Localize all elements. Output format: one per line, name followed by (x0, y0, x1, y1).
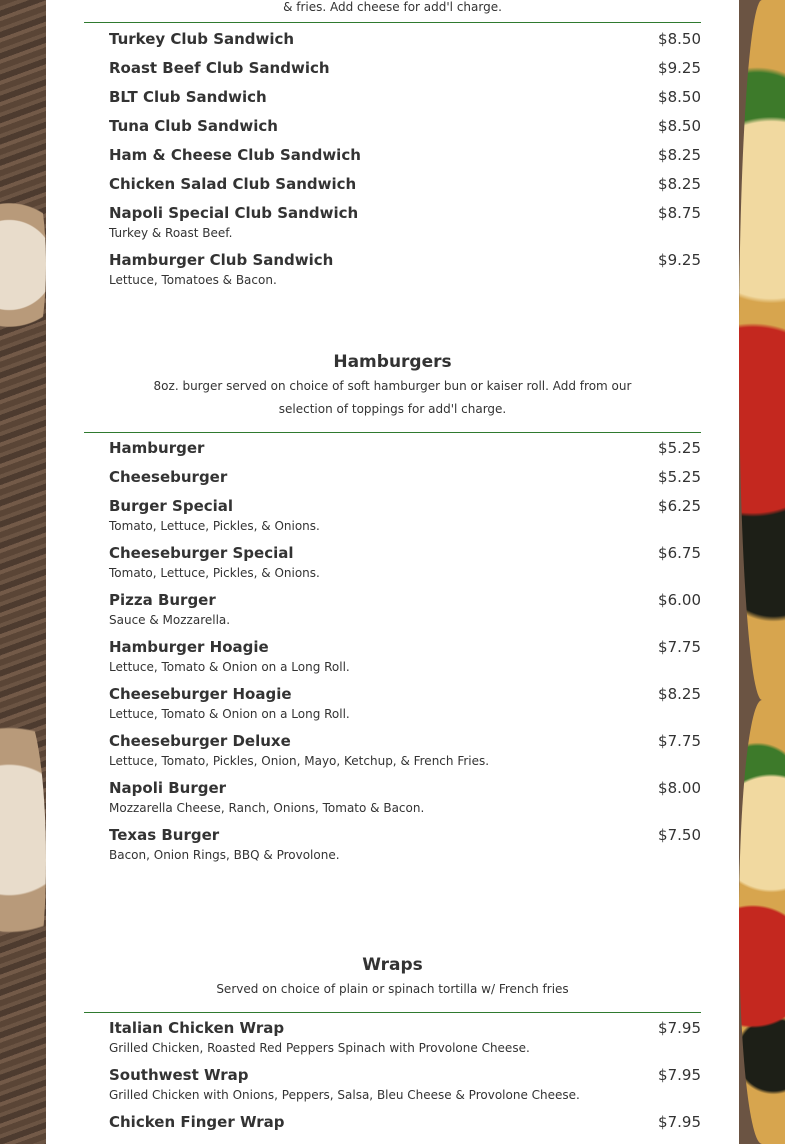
item-description: Lettuce, Tomato & Onion on a Long Roll. (109, 660, 350, 674)
item-price: $7.75 (658, 732, 701, 750)
menu-item (84, 680, 701, 723)
item-description: Tomato, Lettuce, Pickles, & Onions. (109, 519, 320, 533)
item-price: $8.25 (658, 146, 701, 164)
menu-item (84, 774, 701, 817)
item-price: $8.25 (658, 175, 701, 193)
item-description: Tomato, Lettuce, Pickles, & Onions. (109, 566, 320, 580)
right-background (739, 0, 785, 1144)
item-price: $7.95 (658, 1113, 701, 1131)
divider (84, 22, 701, 23)
item-name: Hamburger Club Sandwich (109, 251, 334, 269)
item-price: $6.00 (658, 591, 701, 609)
item-description: Mozzarella Cheese, Ranch, Onions, Tomato & Bacon. (109, 801, 425, 815)
menu-item (84, 1014, 701, 1057)
pizza-decoration (739, 700, 785, 1144)
item-price: $7.95 (658, 1019, 701, 1037)
item-name: Chicken Salad Club Sandwich (109, 175, 357, 193)
item-name: Burger Special (109, 497, 234, 515)
menu-item (84, 463, 701, 492)
item-price: $9.25 (658, 59, 701, 77)
pizza-decoration (739, 0, 785, 700)
item-price: $5.25 (658, 439, 701, 457)
mushroom-decoration (0, 710, 46, 1010)
section-title: Hamburgers (333, 352, 452, 372)
item-name: Roast Beef Club Sandwich (109, 59, 330, 77)
menu-item (84, 1108, 701, 1137)
menu-item (84, 1061, 701, 1104)
item-name: Cheeseburger Deluxe (109, 732, 291, 750)
menu-item (84, 539, 701, 582)
item-name: Pizza Burger (109, 591, 216, 609)
item-name: Napoli Burger (109, 779, 227, 797)
hamburgers-header (84, 352, 701, 421)
section-description: & fries. Add cheese for add'l charge. (283, 0, 502, 14)
item-name: Chicken Finger Wrap (109, 1113, 285, 1131)
item-price: $8.50 (658, 88, 701, 106)
menu-item (84, 586, 701, 629)
item-price: $5.25 (658, 468, 701, 486)
item-price: $8.50 (658, 30, 701, 48)
section-title: Wraps (362, 955, 423, 975)
wrap-list (84, 1014, 701, 1137)
menu-item (84, 633, 701, 676)
menu-item (84, 492, 701, 535)
menu-item (84, 246, 701, 289)
item-name: Hamburger (109, 439, 205, 457)
menu-item (84, 54, 701, 83)
item-description: Lettuce, Tomato, Pickles, Onion, Mayo, Ketchup, & French Fries. (109, 754, 490, 768)
menu-item (84, 821, 701, 864)
item-name: Turkey Club Sandwich (109, 30, 295, 48)
menu-item (84, 83, 701, 112)
item-price: $9.25 (658, 251, 701, 269)
section-description: 8oz. burger served on choice of soft hamburger bun or kaiser roll. Add from our (153, 379, 632, 393)
item-price: $6.25 (658, 497, 701, 515)
divider (84, 1012, 701, 1013)
club-section-desc (84, 0, 701, 19)
item-name: Napoli Special Club Sandwich (109, 204, 359, 222)
item-description: Sauce & Mozzarella. (109, 613, 231, 627)
section-description: Served on choice of plain or spinach tortilla w/ French fries (216, 982, 569, 996)
item-name: Cheeseburger Special (109, 544, 294, 562)
menu-item (84, 25, 701, 54)
item-name: Tuna Club Sandwich (109, 117, 278, 135)
item-name: Ham & Cheese Club Sandwich (109, 146, 361, 164)
item-name: Cheeseburger Hoagie (109, 685, 292, 703)
wraps-header (84, 955, 701, 1001)
mushroom-decoration (0, 160, 46, 370)
item-name: Texas Burger (109, 826, 220, 844)
section-description: selection of toppings for add'l charge. (278, 402, 507, 416)
divider (84, 432, 701, 433)
item-description: Turkey & Roast Beef. (109, 226, 233, 240)
item-name: Italian Chicken Wrap (109, 1019, 285, 1037)
menu-item (84, 141, 701, 170)
menu-item (84, 434, 701, 463)
item-name: Southwest Wrap (109, 1066, 249, 1084)
item-description: Grilled Chicken, Roasted Red Peppers Spinach with Provolone Cheese. (109, 1041, 530, 1055)
item-price: $7.95 (658, 1066, 701, 1084)
item-description: Bacon, Onion Rings, BBQ & Provolone. (109, 848, 340, 862)
menu-item (84, 170, 701, 199)
item-name: BLT Club Sandwich (109, 88, 267, 106)
club-sandwich-list (84, 25, 701, 293)
item-price: $8.25 (658, 685, 701, 703)
item-description: Lettuce, Tomatoes & Bacon. (109, 273, 277, 287)
hamburger-list (84, 434, 701, 868)
item-price: $8.00 (658, 779, 701, 797)
left-background (0, 0, 46, 1144)
item-name: Cheeseburger (109, 468, 228, 486)
item-price: $8.75 (658, 204, 701, 222)
item-name: Hamburger Hoagie (109, 638, 269, 656)
item-price: $6.75 (658, 544, 701, 562)
item-price: $7.50 (658, 826, 701, 844)
item-price: $7.75 (658, 638, 701, 656)
menu-item (84, 199, 701, 242)
menu-item (84, 112, 701, 141)
item-price: $8.50 (658, 117, 701, 135)
menu-item (84, 727, 701, 770)
item-description: Grilled Chicken with Onions, Peppers, Salsa, Bleu Cheese & Provolone Cheese. (109, 1088, 580, 1102)
item-description: Lettuce, Tomato & Onion on a Long Roll. (109, 707, 350, 721)
menu-panel (46, 0, 739, 1144)
